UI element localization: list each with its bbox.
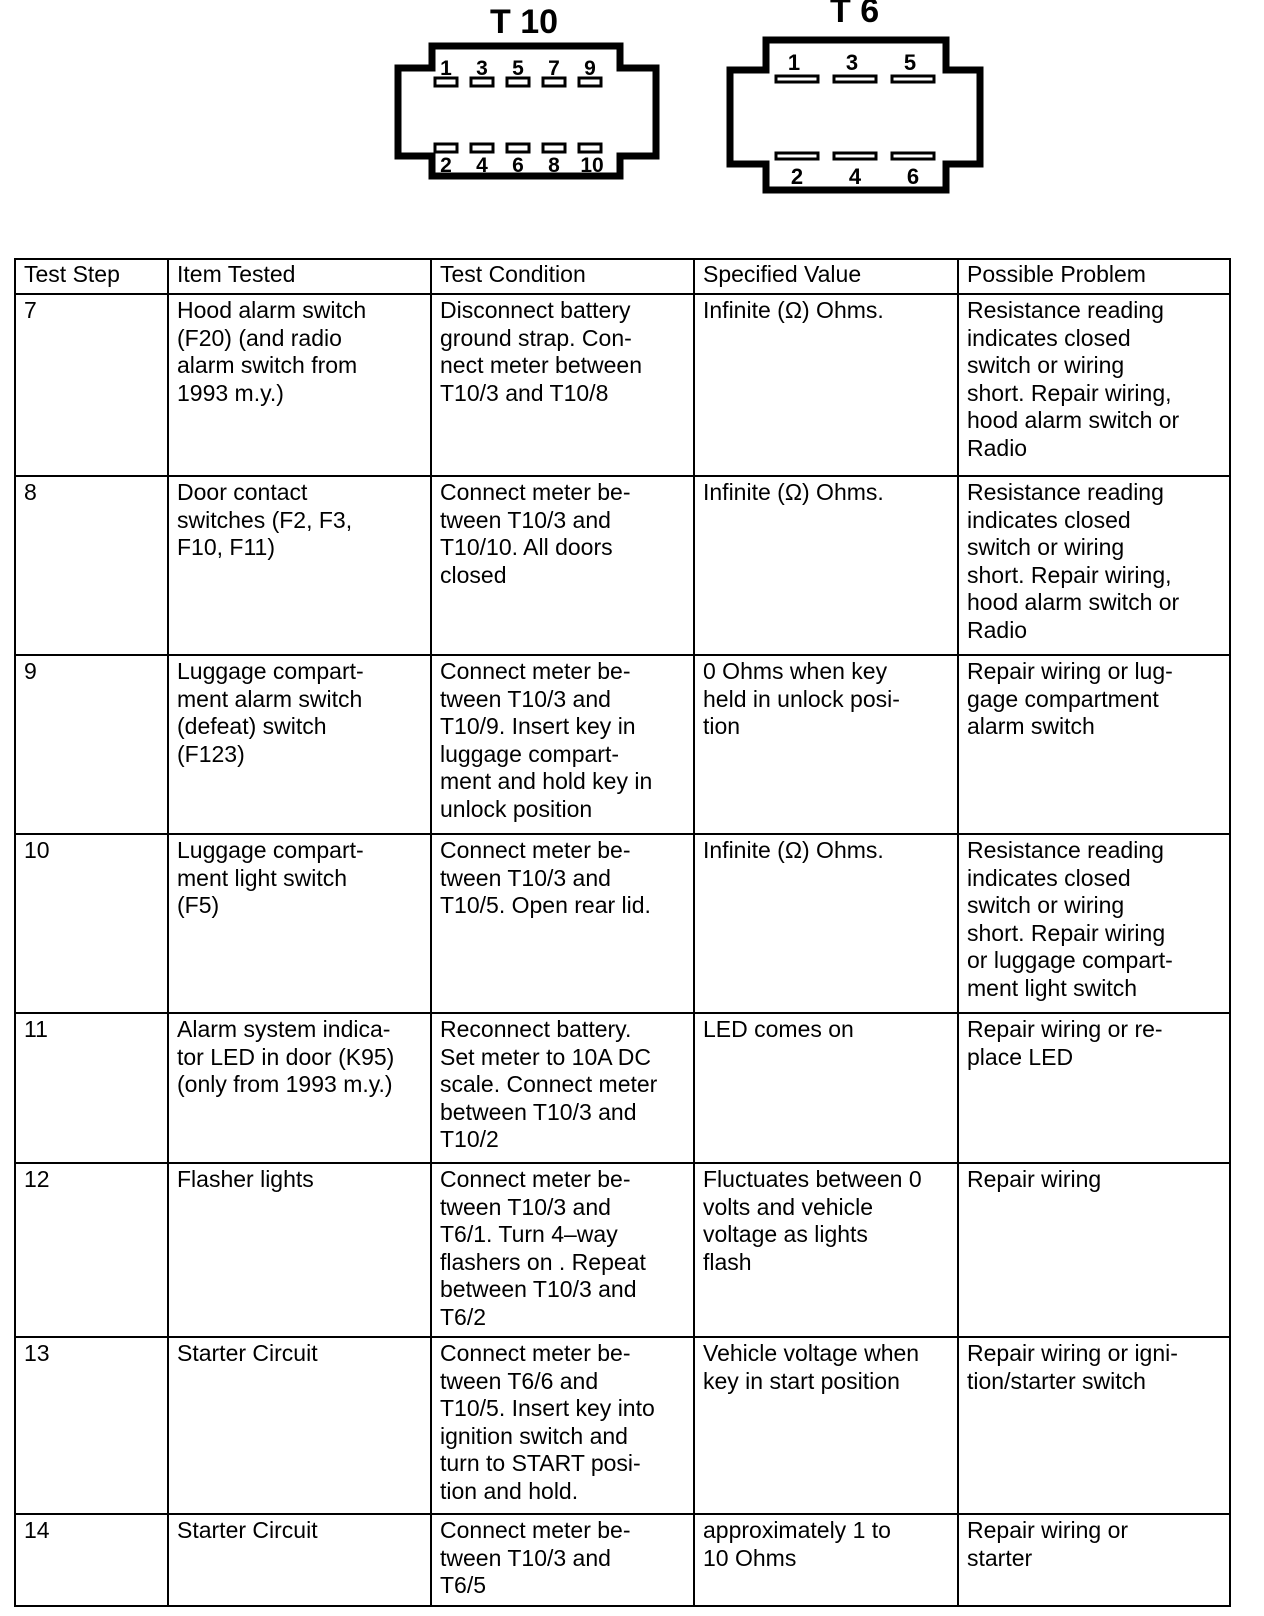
t6-pin: [834, 153, 876, 159]
possible-problem-text: Resistance reading indicates closed switch or wiring short. Repair wiring, hood alarm switch or Radio: [967, 297, 1180, 461]
cell-problem: [958, 1163, 1230, 1337]
step-number: 10: [24, 837, 50, 863]
connector-t6: [730, 0, 980, 190]
t6-pin: [892, 153, 934, 159]
cell-item: [168, 476, 431, 655]
item-tested-text: Luggage compart- ment alarm switch (defeat) switch (F123): [177, 658, 364, 767]
cell-condition: [431, 1163, 694, 1337]
test-condition-text: Connect meter be- tween T10/3 and T10/10. All doors closed: [440, 479, 631, 588]
cell-step: [15, 1163, 168, 1337]
cell-value: [694, 834, 958, 1013]
header-test-condition: Test Condition: [431, 259, 694, 294]
t6-pin-label: 4: [848, 164, 862, 189]
cell-value: [694, 1013, 958, 1163]
possible-problem-text: Repair wiring or igni- tion/starter switch: [967, 1340, 1178, 1394]
cell-problem: [958, 294, 1230, 476]
possible-problem-text: Repair wiring or starter: [967, 1517, 1129, 1571]
connector-t6-top-pins: [776, 50, 934, 82]
cell-step: [15, 834, 168, 1013]
step-number: 8: [24, 479, 37, 505]
cell-item: [168, 1013, 431, 1163]
item-tested-text: Hood alarm switch (F20) (and radio alarm switch from 1993 m.y.): [177, 297, 367, 406]
t10-pin: [579, 78, 601, 86]
cell-item: [168, 834, 431, 1013]
connector-t10-bottom-pins: [435, 144, 604, 177]
test-condition-text: Disconnect battery ground strap. Con- nect meter between T10/3 and T10/8: [440, 297, 643, 406]
table-row: [15, 1514, 1230, 1606]
step-number: 14: [24, 1517, 50, 1543]
cell-problem: [958, 1337, 1230, 1514]
cell-condition: [431, 1514, 694, 1606]
t10-pin: [507, 78, 529, 86]
t10-pin: [471, 78, 493, 86]
specified-value-text: LED comes on: [703, 1016, 854, 1042]
step-number: 9: [24, 658, 37, 684]
step-number: 7: [24, 297, 37, 323]
cell-item: [168, 1163, 431, 1337]
t10-pin-label: 1: [440, 57, 452, 80]
table-row: [15, 476, 1230, 655]
specified-value-text: Infinite (Ω) Ohms.: [703, 837, 884, 863]
cell-problem: [958, 834, 1230, 1013]
connector-t10-title: T 10: [490, 3, 559, 41]
test-condition-text: Connect meter be- tween T6/6 and T10/5. Insert key into ignition switch and turn to START posi- tion and hold.: [440, 1340, 655, 1504]
cell-step: [15, 476, 168, 655]
cell-condition: [431, 834, 694, 1013]
connector-t6-bottom-pins: [776, 153, 934, 189]
table-row: [15, 294, 1230, 476]
item-tested-text: Alarm system indica- tor LED in door (K95) (only from 1993 m.y.): [177, 1016, 395, 1097]
cell-step: [15, 1514, 168, 1606]
possible-problem-text: Resistance reading indicates closed switch or wiring short. Repair wiring or luggage compart- ment light switch: [967, 837, 1173, 1001]
connector-diagrams: [0, 0, 1264, 210]
item-tested-text: Door contact switches (F2, F3, F10, F11): [177, 479, 353, 560]
specified-value-text: approximately 1 to 10 Ohms: [703, 1517, 891, 1571]
cell-condition: [431, 294, 694, 476]
cell-item: [168, 655, 431, 834]
t6-pin: [776, 76, 818, 82]
t6-pin: [776, 153, 818, 159]
t10-pin-label: 3: [476, 57, 488, 80]
test-procedure-table: [14, 258, 1231, 1607]
cell-step: [15, 655, 168, 834]
item-tested-text: Starter Circuit: [177, 1517, 318, 1543]
connector-t6-title: T 6: [830, 0, 880, 30]
test-condition-text: Connect meter be- tween T10/3 and T10/9. Insert key in luggage compart- ment and hold key in unlock position: [440, 658, 653, 822]
test-condition-text: Connect meter be- tween T10/3 and T6/5: [440, 1517, 631, 1598]
connector-t10-outline: [398, 46, 656, 176]
possible-problem-text: Repair wiring: [967, 1166, 1102, 1192]
t6-pin-label: 1: [787, 50, 801, 75]
t6-pin-label: 3: [845, 50, 859, 75]
t10-pin: [579, 144, 601, 152]
cell-problem: [958, 1514, 1230, 1606]
t10-pin: [543, 78, 565, 86]
cell-condition: [431, 1337, 694, 1514]
t10-pin: [435, 78, 457, 86]
t6-pin: [834, 76, 876, 82]
header-possible-problem: Possible Problem: [958, 259, 1230, 294]
cell-condition: [431, 1013, 694, 1163]
header-specified-value: Specified Value: [694, 259, 958, 294]
t10-pin-label: 7: [548, 57, 560, 80]
item-tested-text: Flasher lights: [177, 1166, 314, 1192]
t10-pin-label: 8: [548, 154, 560, 177]
cell-problem: [958, 1013, 1230, 1163]
t10-pin: [471, 144, 493, 152]
table-row: [15, 1013, 1230, 1163]
table-row: [15, 834, 1230, 1013]
connector-t10: [398, 3, 656, 177]
connector-t10-top-pins: [435, 57, 601, 86]
t10-pin: [435, 144, 457, 152]
cell-problem: [958, 655, 1230, 834]
t10-pin-label: 5: [512, 57, 524, 80]
t6-pin-label: 6: [906, 164, 920, 189]
item-tested-text: Starter Circuit: [177, 1340, 318, 1366]
item-tested-text: Luggage compart- ment light switch (F5): [177, 837, 364, 918]
cell-step: [15, 1337, 168, 1514]
cell-value: [694, 1163, 958, 1337]
t10-pin-label: 2: [440, 154, 452, 177]
cell-item: [168, 1337, 431, 1514]
cell-item: [168, 294, 431, 476]
step-number: 11: [24, 1016, 48, 1042]
table-row: [15, 655, 1230, 834]
step-number: 12: [24, 1166, 50, 1192]
t10-pin: [543, 144, 565, 152]
t6-pin-label: 5: [903, 50, 917, 75]
cell-item: [168, 1514, 431, 1606]
t10-pin-label: 9: [584, 57, 596, 80]
header-test-step: Test Step: [15, 259, 168, 294]
cell-problem: [958, 476, 1230, 655]
specified-value-text: Vehicle voltage when key in start position: [703, 1340, 920, 1394]
table-row: [15, 1163, 1230, 1337]
cell-value: [694, 476, 958, 655]
possible-problem-text: Resistance reading indicates closed switch or wiring short. Repair wiring, hood alarm switch or Radio: [967, 479, 1180, 643]
specified-value-text: Fluctuates between 0 volts and vehicle voltage as lights flash: [703, 1166, 922, 1275]
t6-pin: [892, 76, 934, 82]
cell-condition: [431, 655, 694, 834]
cell-value: [694, 1514, 958, 1606]
cell-value: [694, 294, 958, 476]
test-condition-text: Reconnect battery. Set meter to 10A DC scale. Connect meter between T10/3 and T10/2: [440, 1016, 658, 1152]
test-condition-text: Connect meter be- tween T10/3 and T6/1. Turn 4–way flashers on . Repeat between T10/3 and T6/2: [440, 1166, 646, 1330]
t10-pin-label: 4: [476, 154, 488, 177]
specified-value-text: Infinite (Ω) Ohms.: [703, 297, 884, 323]
cell-step: [15, 294, 168, 476]
cell-condition: [431, 476, 694, 655]
t10-pin: [507, 144, 529, 152]
specified-value-text: Infinite (Ω) Ohms.: [703, 479, 884, 505]
cell-value: [694, 1337, 958, 1514]
step-number: 13: [24, 1340, 50, 1366]
possible-problem-text: Repair wiring or re- place LED: [967, 1016, 1163, 1070]
cell-value: [694, 655, 958, 834]
specified-value-text: 0 Ohms when key held in unlock posi- tion: [703, 658, 900, 739]
cell-step: [15, 1013, 168, 1163]
t10-pin-label: 6: [512, 154, 524, 177]
table-header-row: [15, 259, 1230, 294]
test-condition-text: Connect meter be- tween T10/3 and T10/5. Open rear lid.: [440, 837, 651, 918]
possible-problem-text: Repair wiring or lug- gage compartment alarm switch: [967, 658, 1173, 739]
header-item-tested: Item Tested: [168, 259, 431, 294]
table-row: [15, 1337, 1230, 1514]
t10-pin-label: 10: [580, 154, 604, 177]
t6-pin-label: 2: [790, 164, 804, 189]
